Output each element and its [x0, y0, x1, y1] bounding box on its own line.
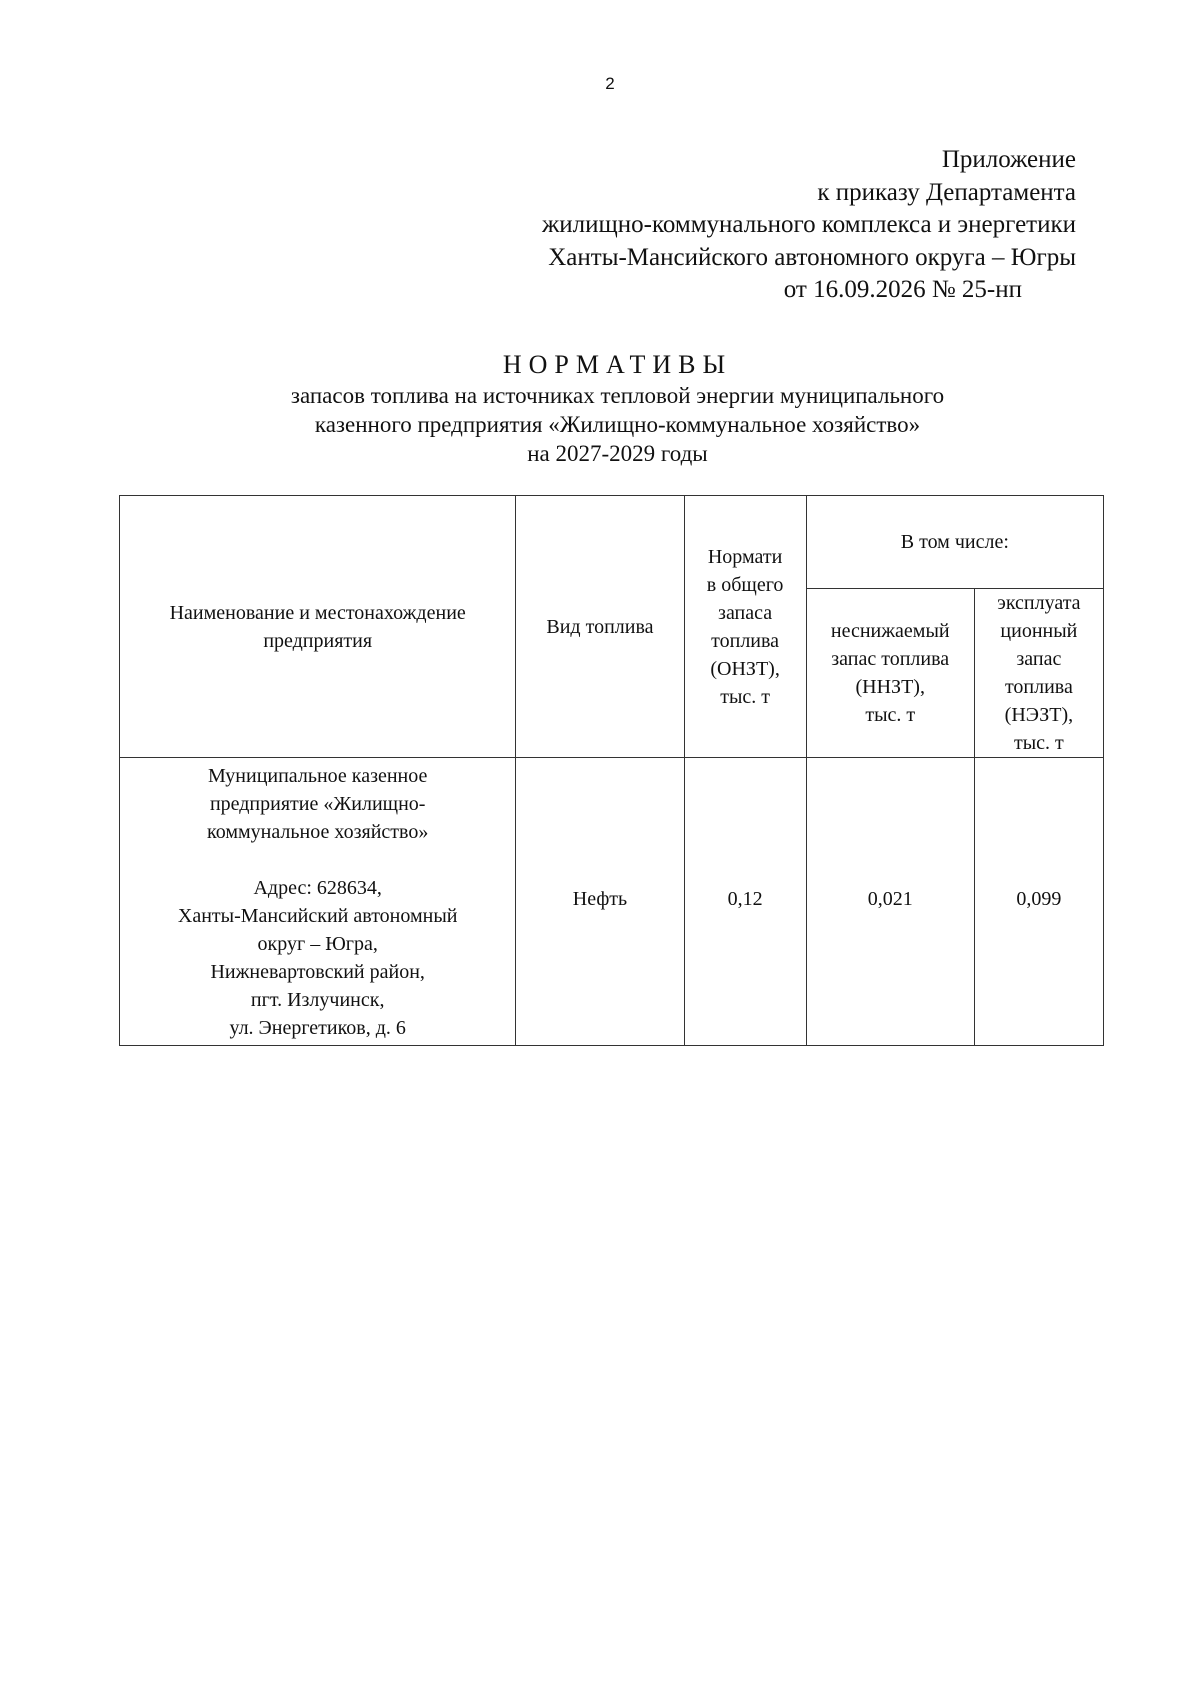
- page-number: 2: [605, 74, 615, 93]
- appendix-line: Приложение: [941, 146, 1076, 173]
- enterprise-name-line: коммунальное хозяйство»: [207, 820, 429, 843]
- cell-fuel-type: Нефть: [516, 758, 684, 1046]
- subtitle-line: казенного предприятия «Жилищно-коммунальное хозяйство»: [314, 412, 921, 437]
- appendix-header: [542, 144, 1076, 307]
- address-line: Нижневартовский район,: [210, 960, 425, 983]
- spacer: [120, 846, 515, 874]
- address-line: Адрес: 628634,: [253, 876, 382, 899]
- subtitle-line: запасов топлива на источниках тепловой энергии муниципального: [290, 383, 945, 408]
- subtitle-line: на 2027-2029 годы: [527, 441, 708, 466]
- enterprise-name-line: предприятие «Жилищно-: [209, 792, 426, 815]
- fuel-norms-table: [119, 495, 1104, 1046]
- header-including: В том числе:: [806, 496, 1103, 589]
- appendix-line: к приказу Департамента: [817, 178, 1076, 206]
- appendix-line: Ханты-Мансийского автономного округа – Югры: [548, 243, 1076, 271]
- address-line: округ – Югра,: [257, 932, 378, 955]
- document-subtitle: [0, 381, 1200, 468]
- order-date-number: от 16.09.2026 № 25-нп: [783, 276, 1022, 303]
- address-line: пгт. Излучинск,: [250, 988, 385, 1011]
- header-fuel-type: Вид топлива: [516, 496, 684, 758]
- table-header-row: [120, 496, 1104, 589]
- cell-total-reserve: 0,12: [684, 758, 806, 1046]
- address-line: ул. Энергетиков, д. 6: [229, 1016, 406, 1039]
- header-nezt: эксплуата ционный запас топлива (НЭЗТ), тыс. т: [974, 589, 1103, 758]
- cell-nnzt: 0,021: [806, 758, 974, 1046]
- document-title-block: [0, 350, 1200, 468]
- document-title: НОРМАТИВЫ: [502, 350, 733, 379]
- address-line: Ханты-Мансийский автономный: [177, 904, 458, 927]
- table-row: [120, 758, 1104, 1046]
- enterprise-name-line: Муниципальное казенное: [208, 764, 428, 787]
- cell-nezt: 0,099: [974, 758, 1103, 1046]
- appendix-line: жилищно-коммунального комплекса и энергетики: [542, 211, 1076, 238]
- header-nnzt: неснижаемый запас топлива (ННЗТ), тыс. т: [806, 589, 974, 758]
- cell-enterprise-name-address: [120, 758, 516, 1046]
- header-enterprise-name: Наименование и местонахождение предприятия: [120, 496, 516, 758]
- header-total-reserve: Нормати в общего запаса топлива (ОНЗТ), тыс. т: [684, 496, 806, 758]
